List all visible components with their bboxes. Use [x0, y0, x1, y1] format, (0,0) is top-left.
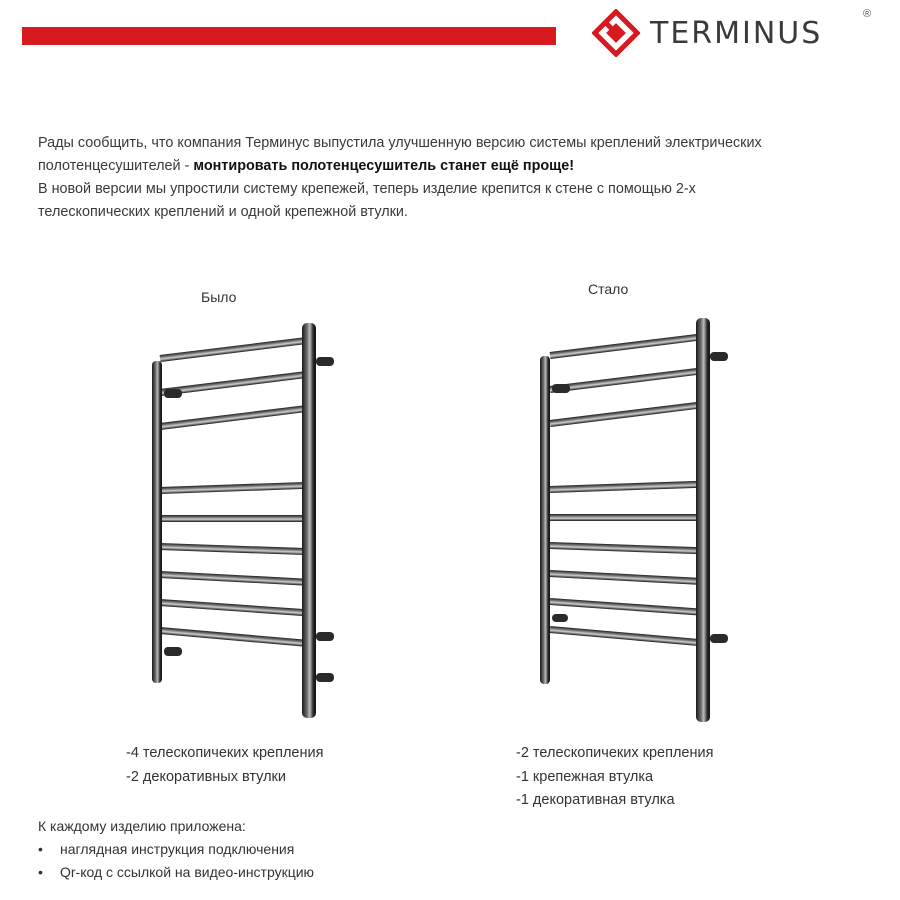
brand-name: TERMINUS: [650, 15, 823, 51]
before-parts-list: [126, 742, 323, 789]
list-item: -4 телескопичеких крепления: [126, 745, 324, 761]
rail-bars: [160, 337, 305, 646]
bullet-text: наглядная инструкция подключения: [60, 841, 295, 857]
intro-line-3: В новой версии мы упростили систему крепежей, теперь изделие крепится к стене с помощью 2-х: [38, 181, 696, 197]
intro-line-4: телескопических креплений и одной крепежной втулки.: [38, 204, 408, 220]
rail-right-post: [696, 318, 710, 722]
intro-line-2-prefix: полотенцесушителей -: [38, 158, 194, 174]
rail-right-post: [302, 323, 316, 718]
intro-line-2-bold: монтировать полотенцесушитель станет ещё проще!: [193, 158, 575, 174]
list-item: [38, 838, 314, 861]
rail-left-post: [152, 361, 162, 683]
bullet-text: Qr-код с ссылкой на видео-инструкцию: [60, 864, 315, 880]
list-item: -2 декоративных втулки: [126, 768, 287, 785]
included-note: К каждому изделию приложена:: [38, 818, 246, 834]
included-list: [38, 838, 314, 884]
bullet-glyph: •: [38, 841, 43, 857]
after-parts-list: [516, 742, 713, 813]
list-item: -1 крепежная втулка: [516, 768, 654, 785]
header-red-bar: [22, 27, 556, 45]
list-item: -2 телескопичеких крепления: [516, 745, 714, 761]
intro-line-1: Рады сообщить, что компания Терминус выпустила улучшенную версию системы креплений электрических: [38, 135, 762, 151]
rail-bars: [550, 334, 698, 646]
list-item: -1 декоративная втулка: [516, 792, 675, 808]
registered-mark: ®: [863, 8, 872, 20]
rail-left-post: [540, 356, 550, 684]
list-item: [38, 861, 314, 884]
terminus-logo-icon: [592, 9, 640, 57]
brand-logo: [592, 8, 872, 58]
before-caption: Было: [201, 289, 237, 305]
after-caption: Стало: [588, 281, 629, 297]
bullet-glyph: •: [38, 864, 43, 880]
intro-line-2: [38, 155, 868, 178]
intro-text: [38, 132, 868, 224]
towel-rail-after-image: [530, 310, 740, 730]
towel-rail-before-image: [140, 315, 350, 725]
